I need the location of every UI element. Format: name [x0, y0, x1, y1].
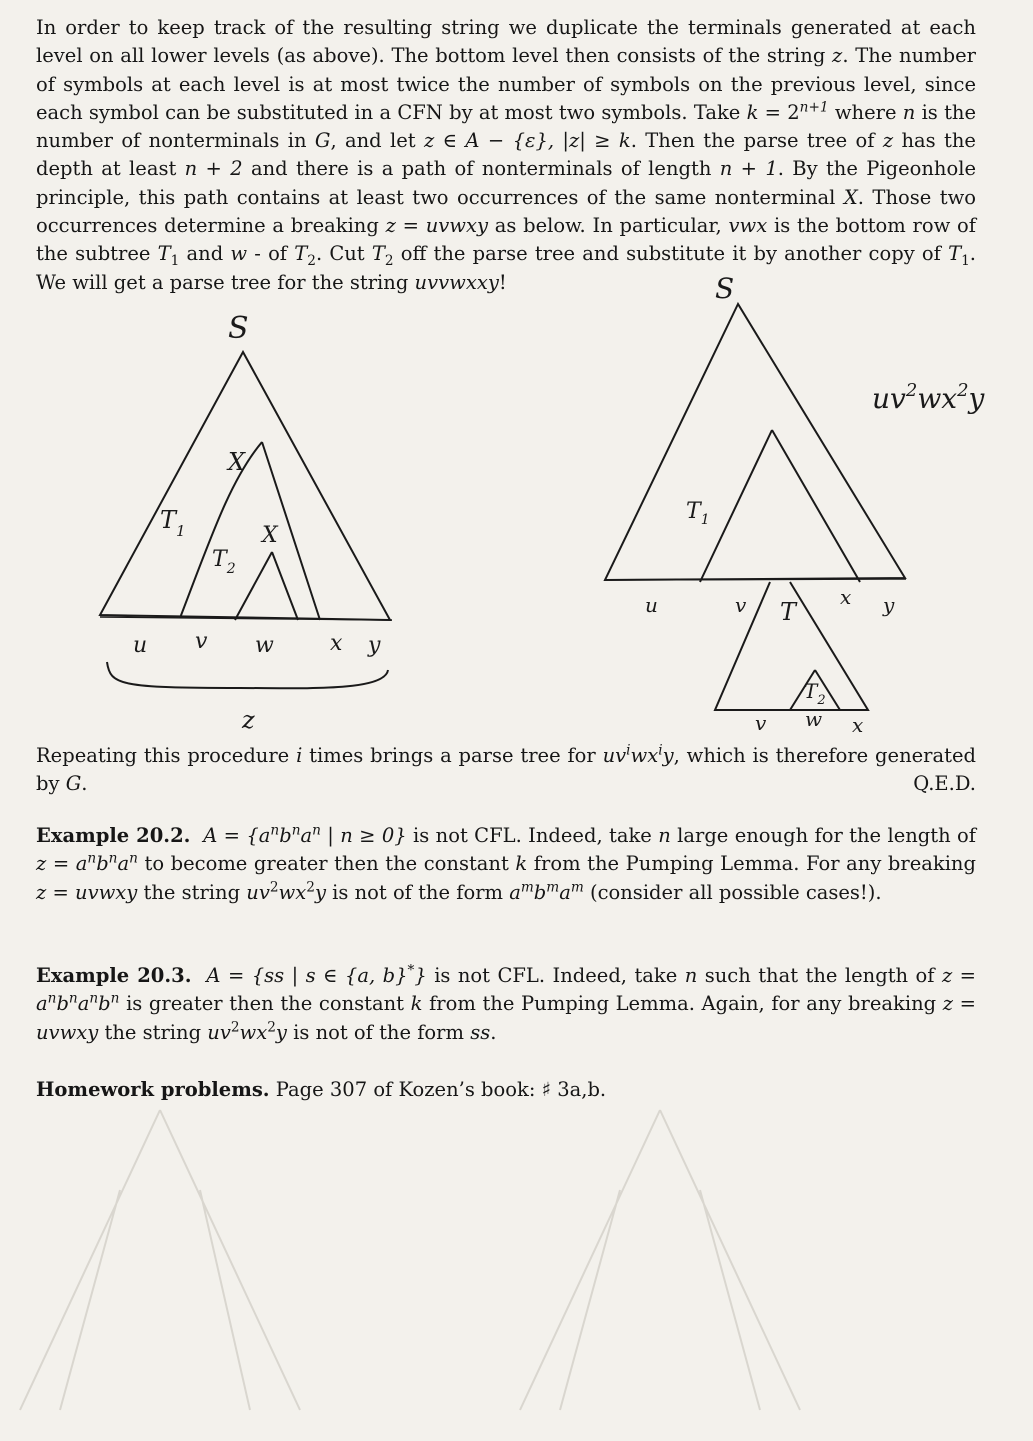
left-x-upper-label: X: [228, 448, 246, 476]
paragraph-proof: In order to keep track of the resulting string we duplicate the terminals generated at each level on all lower levels (as above). The bottom level then consists of the string z. The number of symbols at each level is at most twice the number of symbols on the previous level, since each symbol can be substituted in a CFN by at most two symbols. Take $k = 2^{n+1}$ where n is the number of nonterminals in G, and let z ∈ A − {ε}, |z| ≥ k. Then the parse tree of z has the depth at least n + 2 and there is a path of nonterminals of length n + 1. By the Pigeonhole principle, this path contains at least two occurrences of the same nonterminal X. Those two occurrences determine a breaking z = uvwxy as below. In particular, vwx is the bottom row of the subtree $T_1$ and w - of $T_2$. Cut $T_2$ off the parse tree and substitute it by another copy of $T_1$. We will get a parse tree for the string uvvwxxy!: [36, 16, 977, 294]
left-bottom-y: y: [368, 633, 381, 658]
right-bottom-y: y: [883, 593, 895, 617]
left-brace-label: z: [242, 706, 255, 734]
left-root-label: S: [228, 311, 249, 346]
right-t1-triangle: [700, 430, 860, 582]
left-bottom-x: x: [330, 631, 343, 656]
right-t1-label: $T_1$: [686, 499, 710, 528]
left-outer-triangle: [100, 352, 390, 620]
right-result-label: $uv^2wx^2y$: [872, 380, 985, 415]
right-bottom-x: x: [840, 585, 852, 609]
right-bottom-u: u: [645, 593, 658, 617]
right-t2-label: $T_2$: [804, 679, 826, 708]
right-outer-triangle: [605, 304, 905, 580]
right-t-label: T: [780, 598, 797, 626]
left-brace: [107, 662, 388, 688]
homework-line: Homework problems. Page 307 of Kozen’s book: ♯ 3a,b.: [36, 1078, 607, 1101]
right-parse-tree: [605, 272, 986, 737]
left-t2-label: $T_2$: [212, 547, 236, 577]
right-root-label: S: [715, 272, 735, 305]
bleed-through-decoration: [0, 1090, 1033, 1437]
paragraph-repeat: Repeating this procedure i times brings a parse tree for $uv^iwx^iy$, which is therefore generated by G. Q.E.D.: [36, 742, 976, 799]
left-t2-triangle: [235, 552, 298, 620]
left-bottom-v: v: [195, 629, 208, 654]
left-t1-label: $T_1$: [160, 506, 186, 540]
left-bottom-w: w: [255, 633, 274, 658]
right-low-x: x: [852, 713, 864, 737]
right-baseline: [605, 579, 906, 580]
right-low-v: v: [755, 711, 767, 735]
left-bottom-u: u: [133, 633, 148, 658]
bleed-through-svg: [0, 1090, 1033, 1437]
right-bottom-v: v: [735, 593, 747, 617]
parse-tree-figures: [0, 272, 1033, 750]
right-low-w: w: [805, 707, 823, 731]
example-20-3: Example 20.3. A = {ss | s ∈ {a, b}*} is not CFL. Indeed, take n such that the length of $z = a^nb^na^nb^n$ is greater then the constant k from the Pumping Lemma. Again, for any breaking z = uvwxy the string $uv^2wx^2y$ is not of the form ss.: [36, 962, 977, 1044]
qed-label: Q.E.D.: [913, 772, 976, 796]
left-x-lower-label: X: [262, 523, 278, 548]
example-20-2: Example 20.2. $A = \{a^nb^na^n$ | n ≥ 0} is not CFL. Indeed, take n large enough for the length of $z = a^nb^na^n$ to become greater then the constant k from the Pumping Lemma. For any breaking z = uvwxy the string $uv^2wx^2y$ is not of the form $a^mb^ma^m$ (consider all possible cases!).: [36, 822, 977, 904]
left-parse-tree: [100, 311, 392, 734]
figure-svg: [0, 272, 1033, 750]
